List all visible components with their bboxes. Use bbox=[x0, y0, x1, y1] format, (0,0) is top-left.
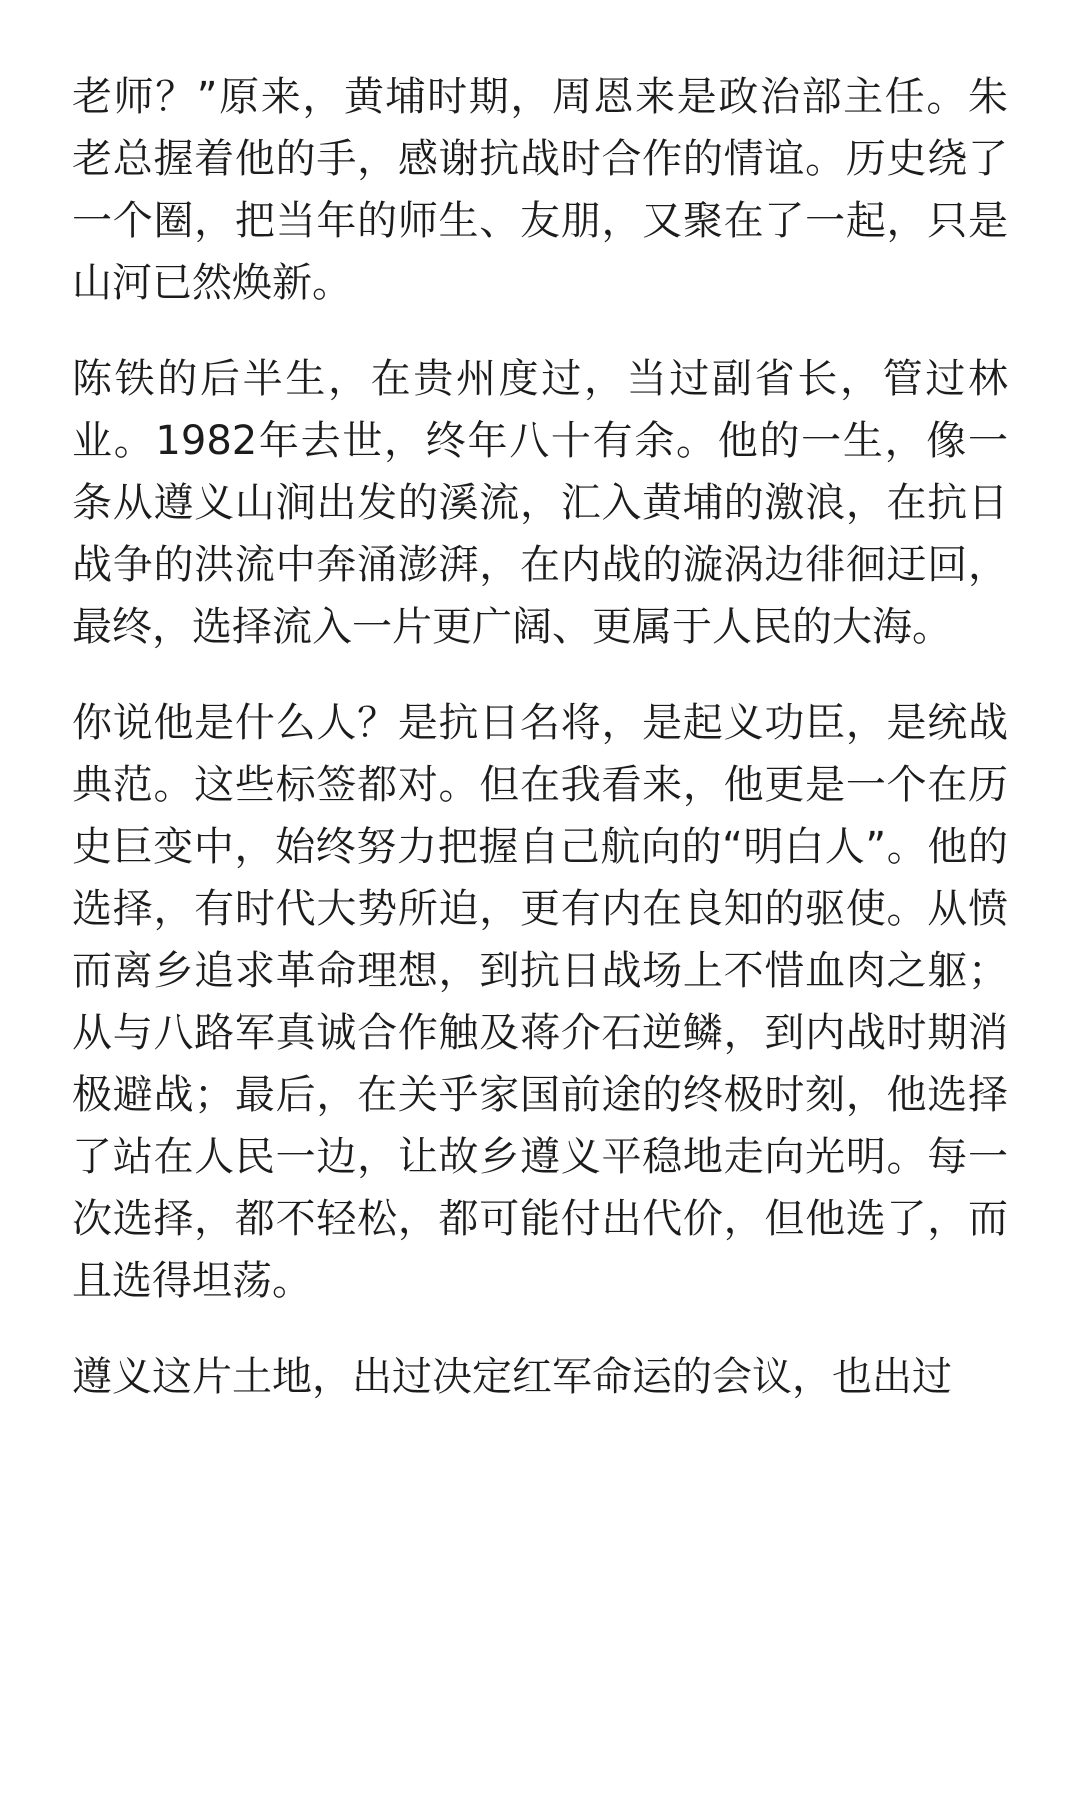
paragraph-2: 陈铁的后半生，在贵州度过，当过副省长，管过林业。1982年去世，终年八十有余。他的一生，像一条从遵义山涧出发的溪流，汇入黄埔的激浪，在抗日战争的洪流中奔涌澎湃，在内战的漩涡边徘徊迂回，最终，选择流入一片更广阔、更属于人民的大海。 bbox=[72, 356, 1008, 650]
paragraph-1: 老师？”原来，黄埔时期，周恩来是政治部主任。朱老总握着他的手，感谢抗战时合作的情谊。历史绕了一个圈，把当年的师生、友朋，又聚在了一起，只是山河已然焕新。 bbox=[72, 74, 1008, 306]
paragraph-3: 你说他是什么人？是抗日名将，是起义功臣，是统战典范。这些标签都对。但在我看来，他更是一个在历史巨变中，始终努力把握自己航向的“明白人”。他的选择，有时代大势所迫，更有内在良知的驱使。从愤而离乡追求革命理想，到抗日战场上不惜血肉之躯；从与八路军真诚合作触及蒋介石逆鳞，到内战时期消极避战；最后，在关乎家国前途的终极时刻，他选择了站在人民一边，让故乡遵义平稳地走向光明。每一次选择，都不轻松，都可能付出代价，但他选了，而且选得坦荡。 bbox=[72, 700, 1008, 1304]
paragraph-4: 遵义这片土地，出过决定红军命运的会议，也出过 bbox=[72, 1354, 952, 1400]
